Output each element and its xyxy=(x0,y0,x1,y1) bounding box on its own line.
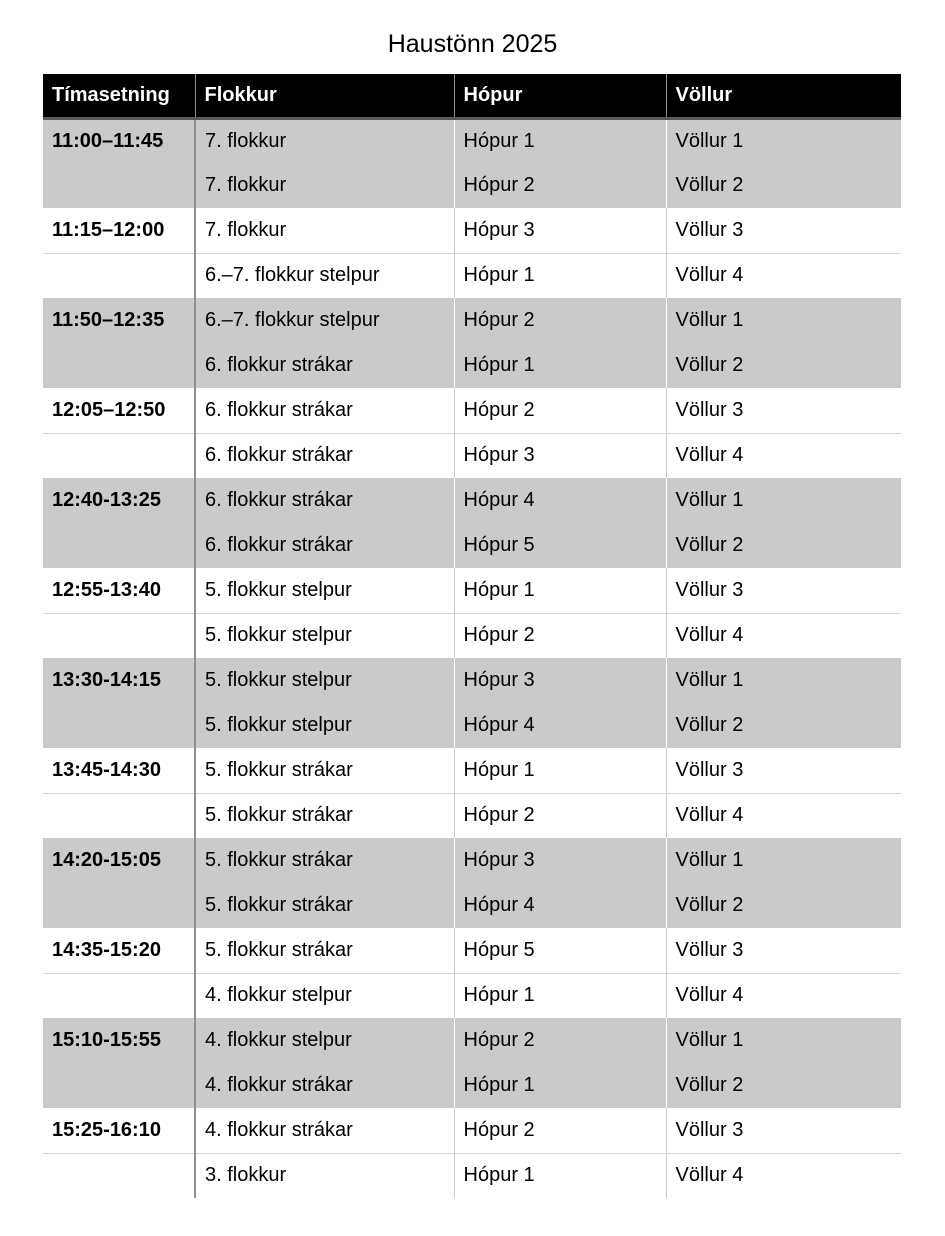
table-row xyxy=(43,838,901,883)
table-row xyxy=(43,658,901,703)
flokkur-cell: 5. flokkur stelpur xyxy=(195,658,454,703)
flokkur-cell: 7. flokkur xyxy=(195,118,454,163)
vollur-cell: Völlur 4 xyxy=(666,793,901,838)
table-row xyxy=(43,208,901,253)
time-cell xyxy=(43,523,195,568)
vollur-cell: Völlur 1 xyxy=(666,118,901,163)
flokkur-cell: 6. flokkur strákar xyxy=(195,478,454,523)
time-cell xyxy=(43,1153,195,1198)
hopur-cell: Hópur 2 xyxy=(454,1018,666,1063)
page-title: Haustönn 2025 xyxy=(387,30,558,58)
vollur-cell: Völlur 2 xyxy=(666,343,901,388)
flokkur-cell: 7. flokkur xyxy=(195,208,454,253)
table-row xyxy=(43,478,901,523)
table-row xyxy=(43,433,901,478)
hopur-cell: Hópur 1 xyxy=(454,343,666,388)
vollur-cell: Völlur 2 xyxy=(666,163,901,208)
vollur-cell: Völlur 1 xyxy=(666,838,901,883)
hopur-cell: Hópur 2 xyxy=(454,163,666,208)
flokkur-cell: 5. flokkur strákar xyxy=(205,804,353,827)
time-cell: 11:15–12:00 xyxy=(43,208,195,253)
hopur-cell: Hópur 1 xyxy=(454,118,666,163)
column-header-flokkur: Flokkur xyxy=(195,74,454,118)
flokkur-cell: 6. flokkur strákar xyxy=(195,523,454,568)
table-row xyxy=(43,748,901,793)
flokkur-cell: 5. flokkur strákar xyxy=(195,928,454,973)
hopur-cell: Hópur 2 xyxy=(454,1108,666,1153)
time-cell xyxy=(43,703,195,748)
flokkur-cell: 6. flokkur strákar xyxy=(195,388,454,433)
time-cell: 15:10-15:55 xyxy=(43,1018,195,1063)
table-row xyxy=(43,1018,901,1063)
table-body xyxy=(43,118,901,1198)
hopur-cell: Hópur 5 xyxy=(454,928,666,973)
hopur-cell: Hópur 1 xyxy=(454,568,666,613)
time-cell xyxy=(43,163,195,208)
flokkur-cell: 5. flokkur strákar xyxy=(195,748,454,793)
hopur-cell: Hópur 5 xyxy=(454,523,666,568)
vollur-cell: Völlur 1 xyxy=(666,658,901,703)
time-cell xyxy=(43,1063,195,1108)
hopur-cell: Hópur 1 xyxy=(454,973,666,1018)
table-row xyxy=(43,1063,901,1108)
time-cell xyxy=(43,253,195,298)
table-row xyxy=(43,118,901,163)
flokkur-cell: 4. flokkur strákar xyxy=(195,1063,454,1108)
vollur-cell: Völlur 1 xyxy=(666,298,901,343)
flokkur-cell: 7. flokkur xyxy=(195,163,454,208)
flokkur-cell: 5. flokkur stelpur xyxy=(195,703,454,748)
time-cell: 11:50–12:35 xyxy=(43,298,195,343)
vollur-cell: Völlur 3 xyxy=(666,568,901,613)
hopur-cell: Hópur 1 xyxy=(454,748,666,793)
hopur-cell: Hópur 3 xyxy=(454,208,666,253)
table-row xyxy=(43,973,901,1018)
flokkur-cell: 5. flokkur strákar xyxy=(195,883,454,928)
time-cell xyxy=(43,973,195,1018)
time-cell: 14:35-15:20 xyxy=(43,928,195,973)
time-cell: 12:40-13:25 xyxy=(43,478,195,523)
time-cell: 11:00–11:45 xyxy=(43,118,195,163)
vollur-cell: Völlur 2 xyxy=(666,1063,901,1108)
time-cell: 13:30-14:15 xyxy=(43,658,195,703)
table-row xyxy=(43,793,901,838)
hopur-cell: Hópur 2 xyxy=(454,613,666,658)
vollur-cell: Völlur 2 xyxy=(666,703,901,748)
time-cell xyxy=(43,343,195,388)
table-row xyxy=(43,613,901,658)
table-row xyxy=(43,568,901,613)
vollur-cell: Völlur 3 xyxy=(666,748,901,793)
flokkur-cell: 4. flokkur stelpur xyxy=(195,1018,454,1063)
table-row xyxy=(43,388,901,433)
hopur-cell: Hópur 1 xyxy=(454,1063,666,1108)
flokkur-cell: 6.–7. flokkur stelpur xyxy=(195,298,454,343)
vollur-cell: Völlur 3 xyxy=(666,388,901,433)
hopur-cell: Hópur 3 xyxy=(454,838,666,883)
table-header xyxy=(43,74,901,118)
vollur-cell: Völlur 3 xyxy=(666,928,901,973)
vollur-cell: Völlur 4 xyxy=(666,433,901,478)
hopur-cell: Hópur 2 xyxy=(454,298,666,343)
table-row xyxy=(43,523,901,568)
vollur-cell: Völlur 1 xyxy=(666,478,901,523)
table-row xyxy=(43,1153,901,1198)
hopur-cell: Hópur 4 xyxy=(454,478,666,523)
flokkur-cell: 6. flokkur strákar xyxy=(205,444,353,467)
table-row xyxy=(43,343,901,388)
column-header-hopur: Hópur xyxy=(454,74,666,118)
vollur-cell: Völlur 3 xyxy=(666,1108,901,1153)
time-cell: 12:55-13:40 xyxy=(43,568,195,613)
hopur-cell: Hópur 4 xyxy=(454,883,666,928)
header-row xyxy=(43,74,901,118)
table-row xyxy=(43,298,901,343)
vollur-cell: Völlur 4 xyxy=(666,1153,901,1198)
vollur-cell: Völlur 2 xyxy=(666,883,901,928)
flokkur-cell: 6. flokkur strákar xyxy=(195,343,454,388)
flokkur-cell: 3. flokkur xyxy=(205,1164,287,1187)
column-header-vollur: Völlur xyxy=(666,74,901,118)
flokkur-cell: 5. flokkur stelpur xyxy=(195,568,454,613)
hopur-cell: Hópur 3 xyxy=(454,658,666,703)
time-cell xyxy=(43,883,195,928)
hopur-cell: Hópur 2 xyxy=(454,388,666,433)
hopur-cell: Hópur 3 xyxy=(454,433,666,478)
time-cell: 14:20-15:05 xyxy=(43,838,195,883)
vollur-cell: Völlur 1 xyxy=(666,1018,901,1063)
time-cell: 13:45-14:30 xyxy=(43,748,195,793)
hopur-cell: Hópur 1 xyxy=(454,253,666,298)
table-row xyxy=(43,883,901,928)
table-row xyxy=(43,703,901,748)
flokkur-cell: 5. flokkur stelpur xyxy=(205,624,352,647)
flokkur-cell: 4. flokkur strákar xyxy=(195,1108,454,1153)
time-cell: 12:05–12:50 xyxy=(43,388,195,433)
table-row xyxy=(43,1108,901,1153)
hopur-cell: Hópur 1 xyxy=(454,1153,666,1198)
vollur-cell: Völlur 4 xyxy=(666,613,901,658)
time-cell xyxy=(43,613,195,658)
time-cell: 15:25-16:10 xyxy=(43,1108,195,1153)
time-cell xyxy=(43,433,195,478)
vollur-cell: Völlur 2 xyxy=(666,523,901,568)
column-header-timasetning: Tímasetning xyxy=(43,74,195,118)
table-row xyxy=(43,163,901,208)
hopur-cell: Hópur 4 xyxy=(454,703,666,748)
vollur-cell: Völlur 3 xyxy=(666,208,901,253)
time-cell xyxy=(43,793,195,838)
vollur-cell: Völlur 4 xyxy=(666,973,901,1018)
table-row xyxy=(43,253,901,298)
flokkur-cell: 4. flokkur stelpur xyxy=(205,984,352,1007)
table-row xyxy=(43,928,901,973)
hopur-cell: Hópur 2 xyxy=(454,793,666,838)
flokkur-cell: 5. flokkur strákar xyxy=(195,838,454,883)
flokkur-cell: 6.–7. flokkur stelpur xyxy=(205,264,380,287)
vollur-cell: Völlur 4 xyxy=(666,253,901,298)
schedule-table xyxy=(43,74,901,1198)
